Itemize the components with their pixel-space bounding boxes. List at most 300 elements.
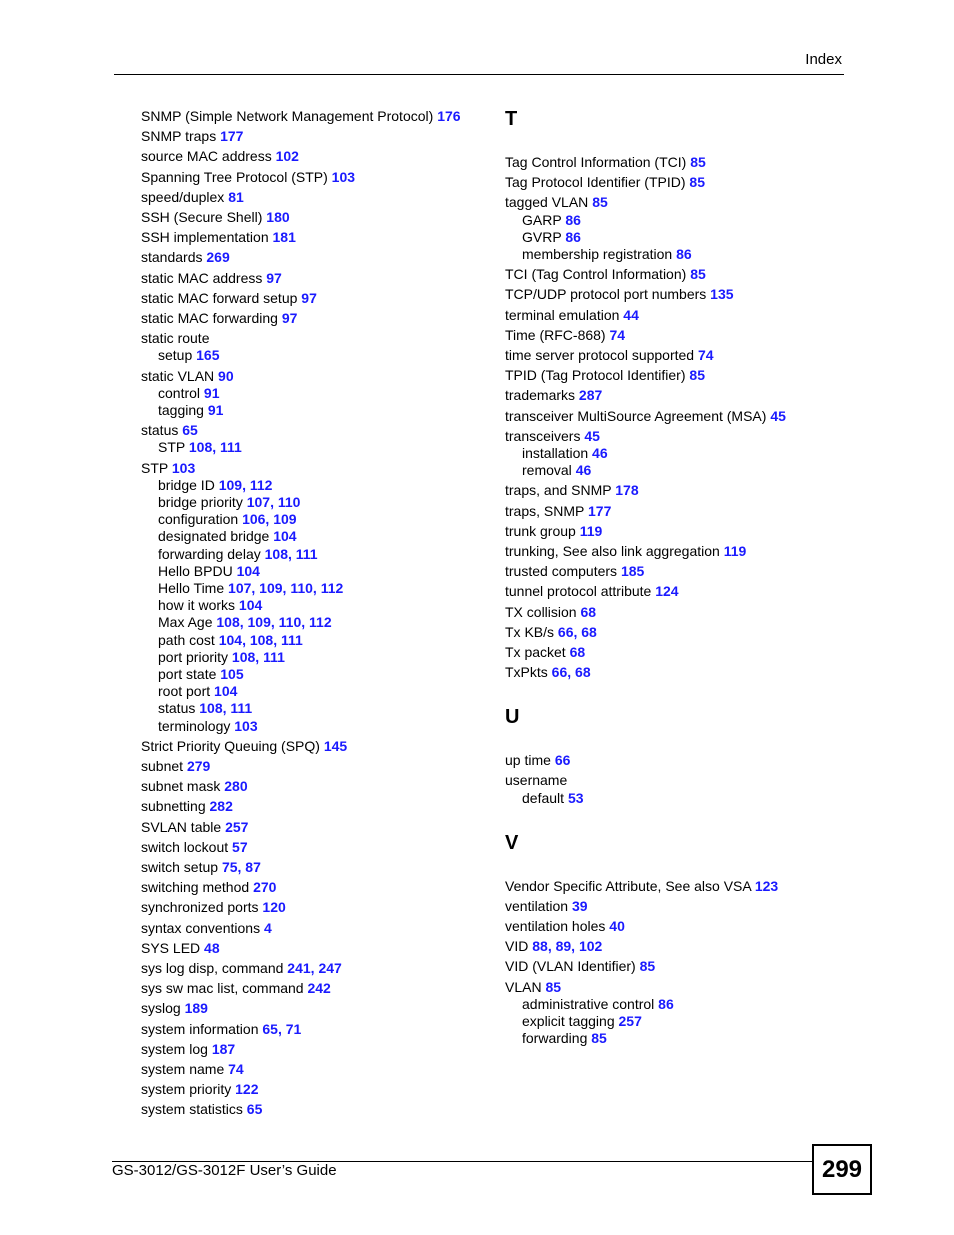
page-separator: , xyxy=(251,580,260,596)
index-term: how it works xyxy=(158,597,236,614)
index-term: SYS LED xyxy=(141,939,201,956)
index-subentry xyxy=(158,438,242,456)
index-subentry xyxy=(158,682,237,700)
index-term: subnet mask xyxy=(141,778,221,795)
index-term: designated bridge xyxy=(158,528,270,545)
index-entry xyxy=(505,542,746,560)
index-entry xyxy=(141,939,220,957)
index-subentry xyxy=(522,995,674,1013)
index-term: setup xyxy=(158,347,193,364)
index-term: root port xyxy=(158,683,211,700)
index-term: GVRP xyxy=(522,228,562,245)
index-term: STP xyxy=(158,439,185,456)
index-term: configuration xyxy=(158,511,239,528)
index-section-heading: V xyxy=(505,831,519,854)
index-entry xyxy=(141,228,296,246)
index-entry xyxy=(505,643,585,661)
page-link[interactable]: 4 xyxy=(263,919,272,936)
index-entry xyxy=(505,877,778,895)
page-link[interactable]: 119 xyxy=(579,522,603,539)
index-term: ventilation holes xyxy=(505,918,606,934)
page-link[interactable]: 145 xyxy=(323,737,348,754)
index-entry xyxy=(141,919,272,937)
running-header-title: Index xyxy=(805,51,842,68)
page-link[interactable]: 108 xyxy=(231,648,256,665)
index-term: terminology xyxy=(158,717,231,734)
index-term: control xyxy=(158,384,201,401)
index-section-heading: T xyxy=(505,108,518,130)
index-entry xyxy=(141,329,209,347)
page-link[interactable]: 45 xyxy=(770,407,786,424)
index-entry xyxy=(505,603,596,621)
index-entry xyxy=(141,421,198,439)
page-link[interactable]: 103 xyxy=(171,459,196,476)
index-term: sys log disp, command xyxy=(141,960,284,976)
page-link[interactable]: 74 xyxy=(228,1061,244,1077)
page-link[interactable]: 111 xyxy=(220,439,242,456)
page-link[interactable]: 180 xyxy=(266,209,290,225)
index-entry xyxy=(505,326,625,344)
page-link[interactable]: 112 xyxy=(320,580,344,596)
index-term: SVLAN table xyxy=(141,818,222,835)
index-entry xyxy=(505,306,639,324)
page-link[interactable]: 107 xyxy=(246,494,271,510)
page-link[interactable]: 85 xyxy=(591,1030,607,1047)
index-subentry xyxy=(522,789,584,807)
index-term: speed/duplex xyxy=(141,188,225,205)
page-link[interactable]: 287 xyxy=(578,387,603,404)
page-link[interactable]: 104 xyxy=(214,683,238,700)
index-entry xyxy=(141,269,282,287)
page-link[interactable]: 108 xyxy=(264,545,288,562)
page-link[interactable]: 68 xyxy=(581,623,597,640)
page-link[interactable]: 81 xyxy=(228,188,244,205)
index-subentry xyxy=(158,346,220,364)
index-term: sys sw mac list, command xyxy=(141,980,304,997)
page-link[interactable]: 44 xyxy=(623,306,639,323)
page-link[interactable]: 109 xyxy=(273,511,297,528)
page-separator: , xyxy=(277,1020,286,1037)
page-link[interactable]: 135 xyxy=(710,286,734,303)
index-term: Time (RFC-868) xyxy=(505,326,606,343)
index-term: port priority xyxy=(158,648,229,665)
index-subentry xyxy=(522,1029,607,1047)
page-link[interactable]: 68 xyxy=(569,644,586,660)
page-separator: , xyxy=(547,938,556,955)
page-link[interactable]: 108 xyxy=(199,700,223,717)
index-entry xyxy=(505,957,655,975)
page-link[interactable]: 88 xyxy=(532,938,548,955)
index-term: switching method xyxy=(141,879,250,896)
index-term: removal xyxy=(522,462,572,479)
index-term: membership registration xyxy=(522,246,673,262)
index-entry xyxy=(141,248,230,266)
index-term: syntax conventions xyxy=(141,919,261,936)
index-term: synchronized ports xyxy=(141,899,259,916)
page-link[interactable]: 120 xyxy=(262,899,286,916)
page-link[interactable]: 53 xyxy=(567,789,584,806)
index-term: source MAC address xyxy=(141,148,272,165)
page-link[interactable]: 103 xyxy=(331,168,356,185)
page-link[interactable]: 97 xyxy=(266,269,282,286)
page-link[interactable]: 91 xyxy=(207,402,224,418)
index-subentry xyxy=(158,562,260,580)
page-separator: , xyxy=(310,960,319,976)
page-link[interactable]: 90 xyxy=(218,367,234,384)
index-subentry xyxy=(158,510,297,528)
page-link[interactable]: 68 xyxy=(580,603,597,620)
page-link[interactable]: 105 xyxy=(220,666,244,682)
index-entry xyxy=(505,285,734,303)
page-link[interactable]: 66 xyxy=(557,623,574,640)
index-term: GARP xyxy=(522,211,562,228)
index-entry xyxy=(505,582,679,600)
page-link[interactable]: 123 xyxy=(754,877,779,894)
footer-guide-title: GS-3012/GS-3012F User’s Guide xyxy=(112,1162,337,1179)
index-term: SNMP traps xyxy=(141,128,217,145)
page-link[interactable]: 85 xyxy=(690,154,706,170)
index-term: Tx packet xyxy=(505,644,566,660)
index-entry xyxy=(141,878,276,896)
page-link[interactable]: 85 xyxy=(592,194,608,211)
index-subentry xyxy=(158,401,223,419)
page-link[interactable]: 86 xyxy=(565,211,581,228)
page-link[interactable]: 111 xyxy=(263,648,285,665)
page-link[interactable]: 189 xyxy=(184,1000,208,1017)
index-term: Tag Protocol Identifier (TPID) xyxy=(505,174,686,191)
index-entry xyxy=(141,188,244,206)
page-link[interactable]: 97 xyxy=(281,310,298,326)
page-link[interactable]: 124 xyxy=(655,583,679,600)
page-link[interactable]: 107 xyxy=(228,580,252,596)
index-entry xyxy=(141,858,261,876)
page-number-box xyxy=(812,1144,872,1195)
index-entry xyxy=(141,1080,258,1098)
page-separator: , xyxy=(255,648,264,665)
index-term: status xyxy=(141,422,179,439)
index-entry xyxy=(505,562,644,580)
page-link[interactable]: 65 xyxy=(262,1020,278,1037)
index-term: Max Age xyxy=(158,614,213,631)
index-term: static MAC forwarding xyxy=(141,310,278,326)
index-entry xyxy=(505,771,567,789)
index-term: Vendor Specific Attribute, See also VSA xyxy=(505,877,751,894)
page-link[interactable]: 109 xyxy=(259,580,283,596)
index-term: trunk group xyxy=(505,522,576,539)
index-term: username xyxy=(505,772,568,789)
index-term: Hello BPDU xyxy=(158,562,233,579)
index-entry xyxy=(505,265,706,283)
page-link[interactable]: 176 xyxy=(437,108,461,124)
index-entry xyxy=(505,978,561,996)
index-term: STP xyxy=(141,459,168,476)
page-link[interactable]: 119 xyxy=(723,543,747,559)
index-subentry xyxy=(158,717,258,735)
index-entry xyxy=(505,481,639,499)
index-term: Hello Time xyxy=(158,580,225,596)
page-link[interactable]: 270 xyxy=(253,879,277,896)
page-link[interactable]: 109 xyxy=(247,614,271,631)
page-link[interactable]: 86 xyxy=(658,995,674,1012)
index-entry xyxy=(141,979,331,997)
index-term: default xyxy=(522,789,565,806)
index-term: explicit tagging xyxy=(522,1013,615,1029)
index-entry xyxy=(505,346,714,364)
index-term: Strict Priority Queuing (SPQ) xyxy=(141,737,320,754)
index-term: time server protocol supported xyxy=(505,347,695,363)
page-link[interactable]: 46 xyxy=(592,445,608,461)
page-separator: , xyxy=(567,664,576,681)
page-link[interactable]: 74 xyxy=(609,326,626,343)
index-entry xyxy=(505,522,602,540)
page-link[interactable]: 111 xyxy=(230,700,253,717)
index-term: transceivers xyxy=(505,427,581,444)
page-link[interactable]: 112 xyxy=(249,476,273,493)
index-term: TPID (Tag Protocol Identifier) xyxy=(505,367,686,384)
page-separator: , xyxy=(212,439,221,456)
page-separator: , xyxy=(573,623,582,640)
index-subentry xyxy=(158,493,300,511)
page-link[interactable]: 110 xyxy=(290,580,313,596)
index-entry xyxy=(141,208,290,226)
index-entry xyxy=(505,386,602,404)
page-link[interactable]: 185 xyxy=(620,563,645,580)
index-entry xyxy=(505,427,600,445)
page-link[interactable]: 247 xyxy=(318,960,342,976)
page-link[interactable]: 74 xyxy=(697,347,714,363)
page-link[interactable]: 106 xyxy=(242,511,266,528)
index-subentry xyxy=(522,444,608,462)
page-separator: , xyxy=(571,938,579,955)
index-term: SSH (Secure Shell) xyxy=(141,209,263,225)
page-link[interactable]: 104 xyxy=(238,597,263,614)
page-link[interactable]: 181 xyxy=(272,229,296,246)
index-term: system statistics xyxy=(141,1101,243,1118)
page-link[interactable]: 104 xyxy=(236,562,260,579)
index-term: traps, and SNMP xyxy=(505,482,612,499)
page-link[interactable]: 85 xyxy=(689,174,705,191)
index-entry xyxy=(141,107,461,125)
index-term: switch setup xyxy=(141,859,219,875)
index-entry xyxy=(505,173,705,191)
index-term: Tx KB/s xyxy=(505,623,555,640)
page-link[interactable]: 111 xyxy=(281,631,303,648)
index-subentry xyxy=(158,648,285,666)
page-link[interactable]: 108 xyxy=(249,631,274,648)
index-term: ventilation xyxy=(505,897,569,914)
page-link[interactable]: 86 xyxy=(676,246,692,262)
index-entry xyxy=(505,193,608,211)
index-term: static VLAN xyxy=(141,367,215,384)
index-term: standards xyxy=(141,249,203,266)
page-link[interactable]: 187 xyxy=(211,1040,236,1057)
page-link[interactable]: 257 xyxy=(225,818,249,835)
index-subentry xyxy=(158,579,343,597)
page-link[interactable]: 110 xyxy=(278,614,302,631)
page-link[interactable]: 104 xyxy=(218,631,243,648)
page-link[interactable]: 110 xyxy=(277,494,301,510)
page-link[interactable]: 66 xyxy=(554,752,571,769)
page-link[interactable]: 177 xyxy=(220,128,244,145)
index-entry xyxy=(505,917,625,935)
page-link[interactable]: 75 xyxy=(221,859,238,875)
index-subentry xyxy=(522,228,581,246)
page-link[interactable]: 91 xyxy=(203,384,220,401)
index-entry xyxy=(505,623,597,641)
index-term: tunnel protocol attribute xyxy=(505,583,652,600)
page-link[interactable]: 280 xyxy=(224,778,248,795)
index-term: Spanning Tree Protocol (STP) xyxy=(141,168,328,185)
index-term: administrative control xyxy=(522,995,655,1012)
index-entry xyxy=(141,797,233,815)
index-term: port state xyxy=(158,666,217,682)
page-separator: , xyxy=(265,511,274,528)
page-link[interactable]: 102 xyxy=(578,938,603,955)
page-link[interactable]: 85 xyxy=(639,958,656,975)
page-link[interactable]: 71 xyxy=(285,1020,302,1037)
page-separator: , xyxy=(242,631,250,648)
page-link[interactable]: 86 xyxy=(565,228,581,245)
index-term: trusted computers xyxy=(505,563,618,580)
page-link[interactable]: 257 xyxy=(618,1013,642,1029)
page-link[interactable]: 46 xyxy=(575,462,592,479)
index-entry xyxy=(141,309,297,327)
index-term: TxPkts xyxy=(505,664,548,681)
page-link[interactable]: 108 xyxy=(216,614,240,631)
index-term: bridge priority xyxy=(158,494,243,510)
page-link[interactable]: 279 xyxy=(186,758,211,774)
index-entry xyxy=(505,502,611,520)
index-entry xyxy=(141,127,243,145)
index-subentry xyxy=(158,545,318,563)
index-term: system log xyxy=(141,1040,208,1057)
page-link[interactable]: 177 xyxy=(588,502,612,519)
page-link[interactable]: 112 xyxy=(309,614,332,631)
page-number: 299 xyxy=(821,1155,863,1183)
index-subentry xyxy=(522,211,581,229)
page-link[interactable]: 122 xyxy=(235,1081,259,1098)
page-link[interactable]: 85 xyxy=(690,266,706,283)
page-link[interactable]: 48 xyxy=(204,939,220,956)
index-term: VID (VLAN Identifier) xyxy=(505,958,636,975)
index-entry xyxy=(505,153,706,171)
index-term: transceiver MultiSource Agreement (MSA) xyxy=(505,407,767,424)
index-entry xyxy=(141,147,299,165)
page-link[interactable]: 102 xyxy=(275,148,299,165)
index-term: switch lockout xyxy=(141,838,229,855)
index-term: TCP/UDP protocol port numbers xyxy=(505,286,707,303)
index-entry xyxy=(141,999,208,1017)
index-term: TCI (Tag Control Information) xyxy=(505,266,687,283)
page-link[interactable]: 85 xyxy=(689,367,705,384)
page-link[interactable]: 242 xyxy=(307,980,331,997)
page-link[interactable]: 282 xyxy=(209,798,233,815)
page-link[interactable]: 165 xyxy=(196,347,220,364)
page-link[interactable]: 241 xyxy=(287,960,311,976)
index-term: system priority xyxy=(141,1081,232,1098)
index-subentry xyxy=(158,476,272,494)
index-term: path cost xyxy=(158,631,215,648)
page-separator: , xyxy=(222,700,231,717)
index-subentry xyxy=(158,665,244,683)
index-subentry xyxy=(158,596,262,614)
page-link[interactable]: 57 xyxy=(232,838,248,855)
index-subentry xyxy=(522,1012,642,1030)
index-subentry xyxy=(158,699,252,717)
index-term: subnet xyxy=(141,758,184,774)
page-separator: , xyxy=(287,545,296,562)
page-link[interactable]: 178 xyxy=(615,482,639,499)
index-subentry xyxy=(158,631,303,649)
index-term: SSH implementation xyxy=(141,229,269,246)
index-term: trunking, See also link aggregation xyxy=(505,543,720,559)
index-entry xyxy=(505,897,588,915)
index-term: traps, SNMP xyxy=(505,502,585,519)
page-separator: , xyxy=(237,859,246,875)
page-link[interactable]: 66 xyxy=(551,664,568,681)
index-entry xyxy=(141,1040,235,1058)
index-term: forwarding delay xyxy=(158,545,261,562)
index-term: status xyxy=(158,700,196,717)
page-link[interactable]: 45 xyxy=(584,427,600,444)
index-entry xyxy=(141,959,342,977)
index-subentry xyxy=(522,461,591,479)
index-entry xyxy=(505,407,786,425)
header-rule xyxy=(114,74,844,75)
index-entry xyxy=(141,777,248,795)
page-link[interactable]: 40 xyxy=(609,918,625,934)
index-entry xyxy=(141,1060,244,1078)
page-link[interactable]: 65 xyxy=(182,422,198,439)
index-term: VID xyxy=(505,938,529,955)
page-link[interactable]: 89 xyxy=(555,938,572,955)
page-link[interactable]: 65 xyxy=(246,1101,263,1118)
index-section-heading: U xyxy=(505,706,520,729)
index-subentry xyxy=(158,527,297,545)
index-term: tagged VLAN xyxy=(505,194,589,211)
index-entry xyxy=(141,168,355,186)
index-term: VLAN xyxy=(505,978,542,995)
page-link[interactable]: 68 xyxy=(575,664,591,681)
index-subentry xyxy=(158,613,332,631)
page-link[interactable]: 104 xyxy=(273,528,297,545)
index-entry xyxy=(141,367,234,385)
index-term: terminal emulation xyxy=(505,306,620,323)
index-term: static MAC forward setup xyxy=(141,289,298,306)
page-link[interactable]: 39 xyxy=(571,897,588,914)
page-separator: , xyxy=(239,614,248,631)
index-term: static route xyxy=(141,330,210,347)
index-term: tagging xyxy=(158,402,204,418)
page-link[interactable]: 109 xyxy=(218,476,243,493)
index-entry xyxy=(141,459,195,477)
page-link[interactable]: 103 xyxy=(234,717,258,734)
index-entry xyxy=(505,937,602,955)
index-entry xyxy=(141,898,286,916)
index-term: system name xyxy=(141,1061,225,1077)
page-link[interactable]: 111 xyxy=(295,545,318,562)
page-link[interactable]: 97 xyxy=(301,289,317,306)
index-term: syslog xyxy=(141,1000,181,1017)
index-term: TX collision xyxy=(505,603,577,620)
page-separator: , xyxy=(301,614,310,631)
page-link[interactable]: 269 xyxy=(206,249,230,266)
page-link[interactable]: 85 xyxy=(545,978,562,995)
page-link[interactable]: 108 xyxy=(188,439,213,456)
index-term: trademarks xyxy=(505,387,576,404)
page-separator: , xyxy=(312,580,321,596)
page-link[interactable]: 87 xyxy=(245,859,261,875)
